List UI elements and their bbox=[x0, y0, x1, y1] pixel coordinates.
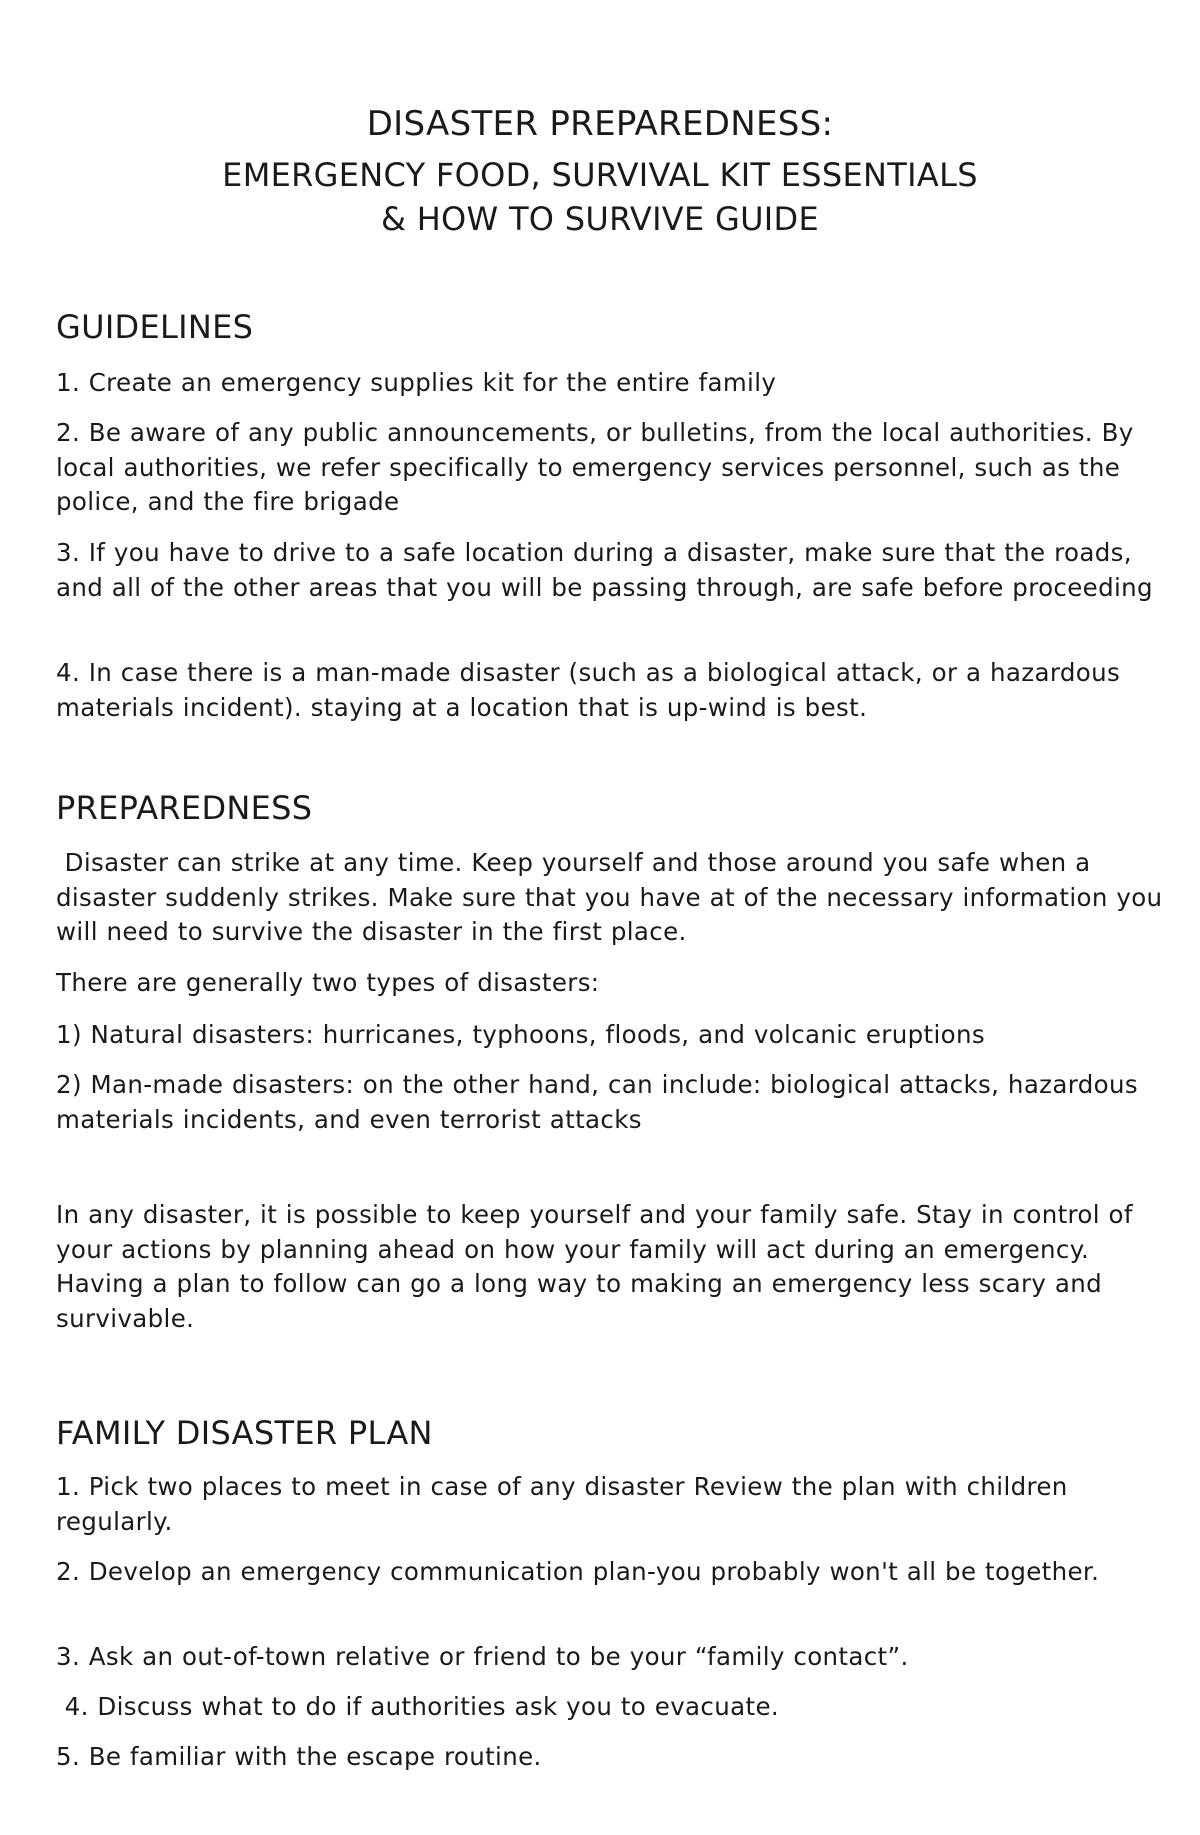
disaster-types-intro: There are generally two types of disasters: bbox=[56, 968, 600, 997]
disaster-type-natural: 1) Natural disasters: hurricanes, typhoons, floods, and volcanic eruptions bbox=[56, 1020, 985, 1049]
guideline-item-4: 4. In case there is a man-made disaster (such as a biological attack, or a hazardous materials incident). staying at a location that is up-wind is best. bbox=[56, 658, 1121, 722]
family-plan-item-5: 5. Be familiar with the escape routine. bbox=[56, 1742, 542, 1771]
document-title: DISASTER PREPAREDNESS: bbox=[366, 104, 834, 144]
family-plan-item-4: 4. Discuss what to do if authorities ask you to evacuate. bbox=[56, 1692, 779, 1721]
document-subtitle-line-2: & HOW TO SURVIVE GUIDE bbox=[380, 200, 820, 238]
guideline-item-2: 2. Be aware of any public announcements, or bulletins, from the local authorities. By local authorities, we refer specifically to emergency services personnel, such as the police, and the fire brigade bbox=[56, 418, 1134, 516]
family-plan-item-1: 1. Pick two places to meet in case of any disaster Review the plan with children regularly. bbox=[56, 1472, 1068, 1536]
guideline-item-1: 1. Create an emergency supplies kit for the entire family bbox=[56, 368, 777, 397]
preparedness-heading: PREPAREDNESS bbox=[56, 789, 313, 827]
preparedness-closing: In any disaster, it is possible to keep yourself and your family safe. Stay in control of your actions by planning ahead on how your family will act during an emergency. Having a plan to follow can go a long way to making an emergency less scary and survivable. bbox=[56, 1200, 1133, 1333]
preparedness-intro: Disaster can strike at any time. Keep yourself and those around you safe when a disaster suddenly strikes. Make sure that you have at of the necessary information you will need to survive the disaster in the first place. bbox=[56, 848, 1172, 946]
guidelines-heading: GUIDELINES bbox=[56, 308, 254, 346]
family-plan-item-2: 2. Develop an emergency communication plan-you probably won't all be together. bbox=[56, 1557, 1100, 1586]
guideline-item-3: 3. If you have to drive to a safe location during a disaster, make sure that the roads, and all of the other areas that you will be passing through, are safe before proceeding bbox=[56, 538, 1153, 602]
family-plan-item-3: 3. Ask an out-of-town relative or friend to be your “family contact”. bbox=[56, 1642, 909, 1671]
family-plan-heading: FAMILY DISASTER PLAN bbox=[56, 1414, 433, 1452]
document-subtitle-line-1: EMERGENCY FOOD, SURVIVAL KIT ESSENTIALS bbox=[222, 156, 978, 194]
disaster-type-man-made: 2) Man-made disasters: on the other hand, can include: biological attacks, hazardous materials incidents, and even terrorist attacks bbox=[56, 1070, 1138, 1134]
